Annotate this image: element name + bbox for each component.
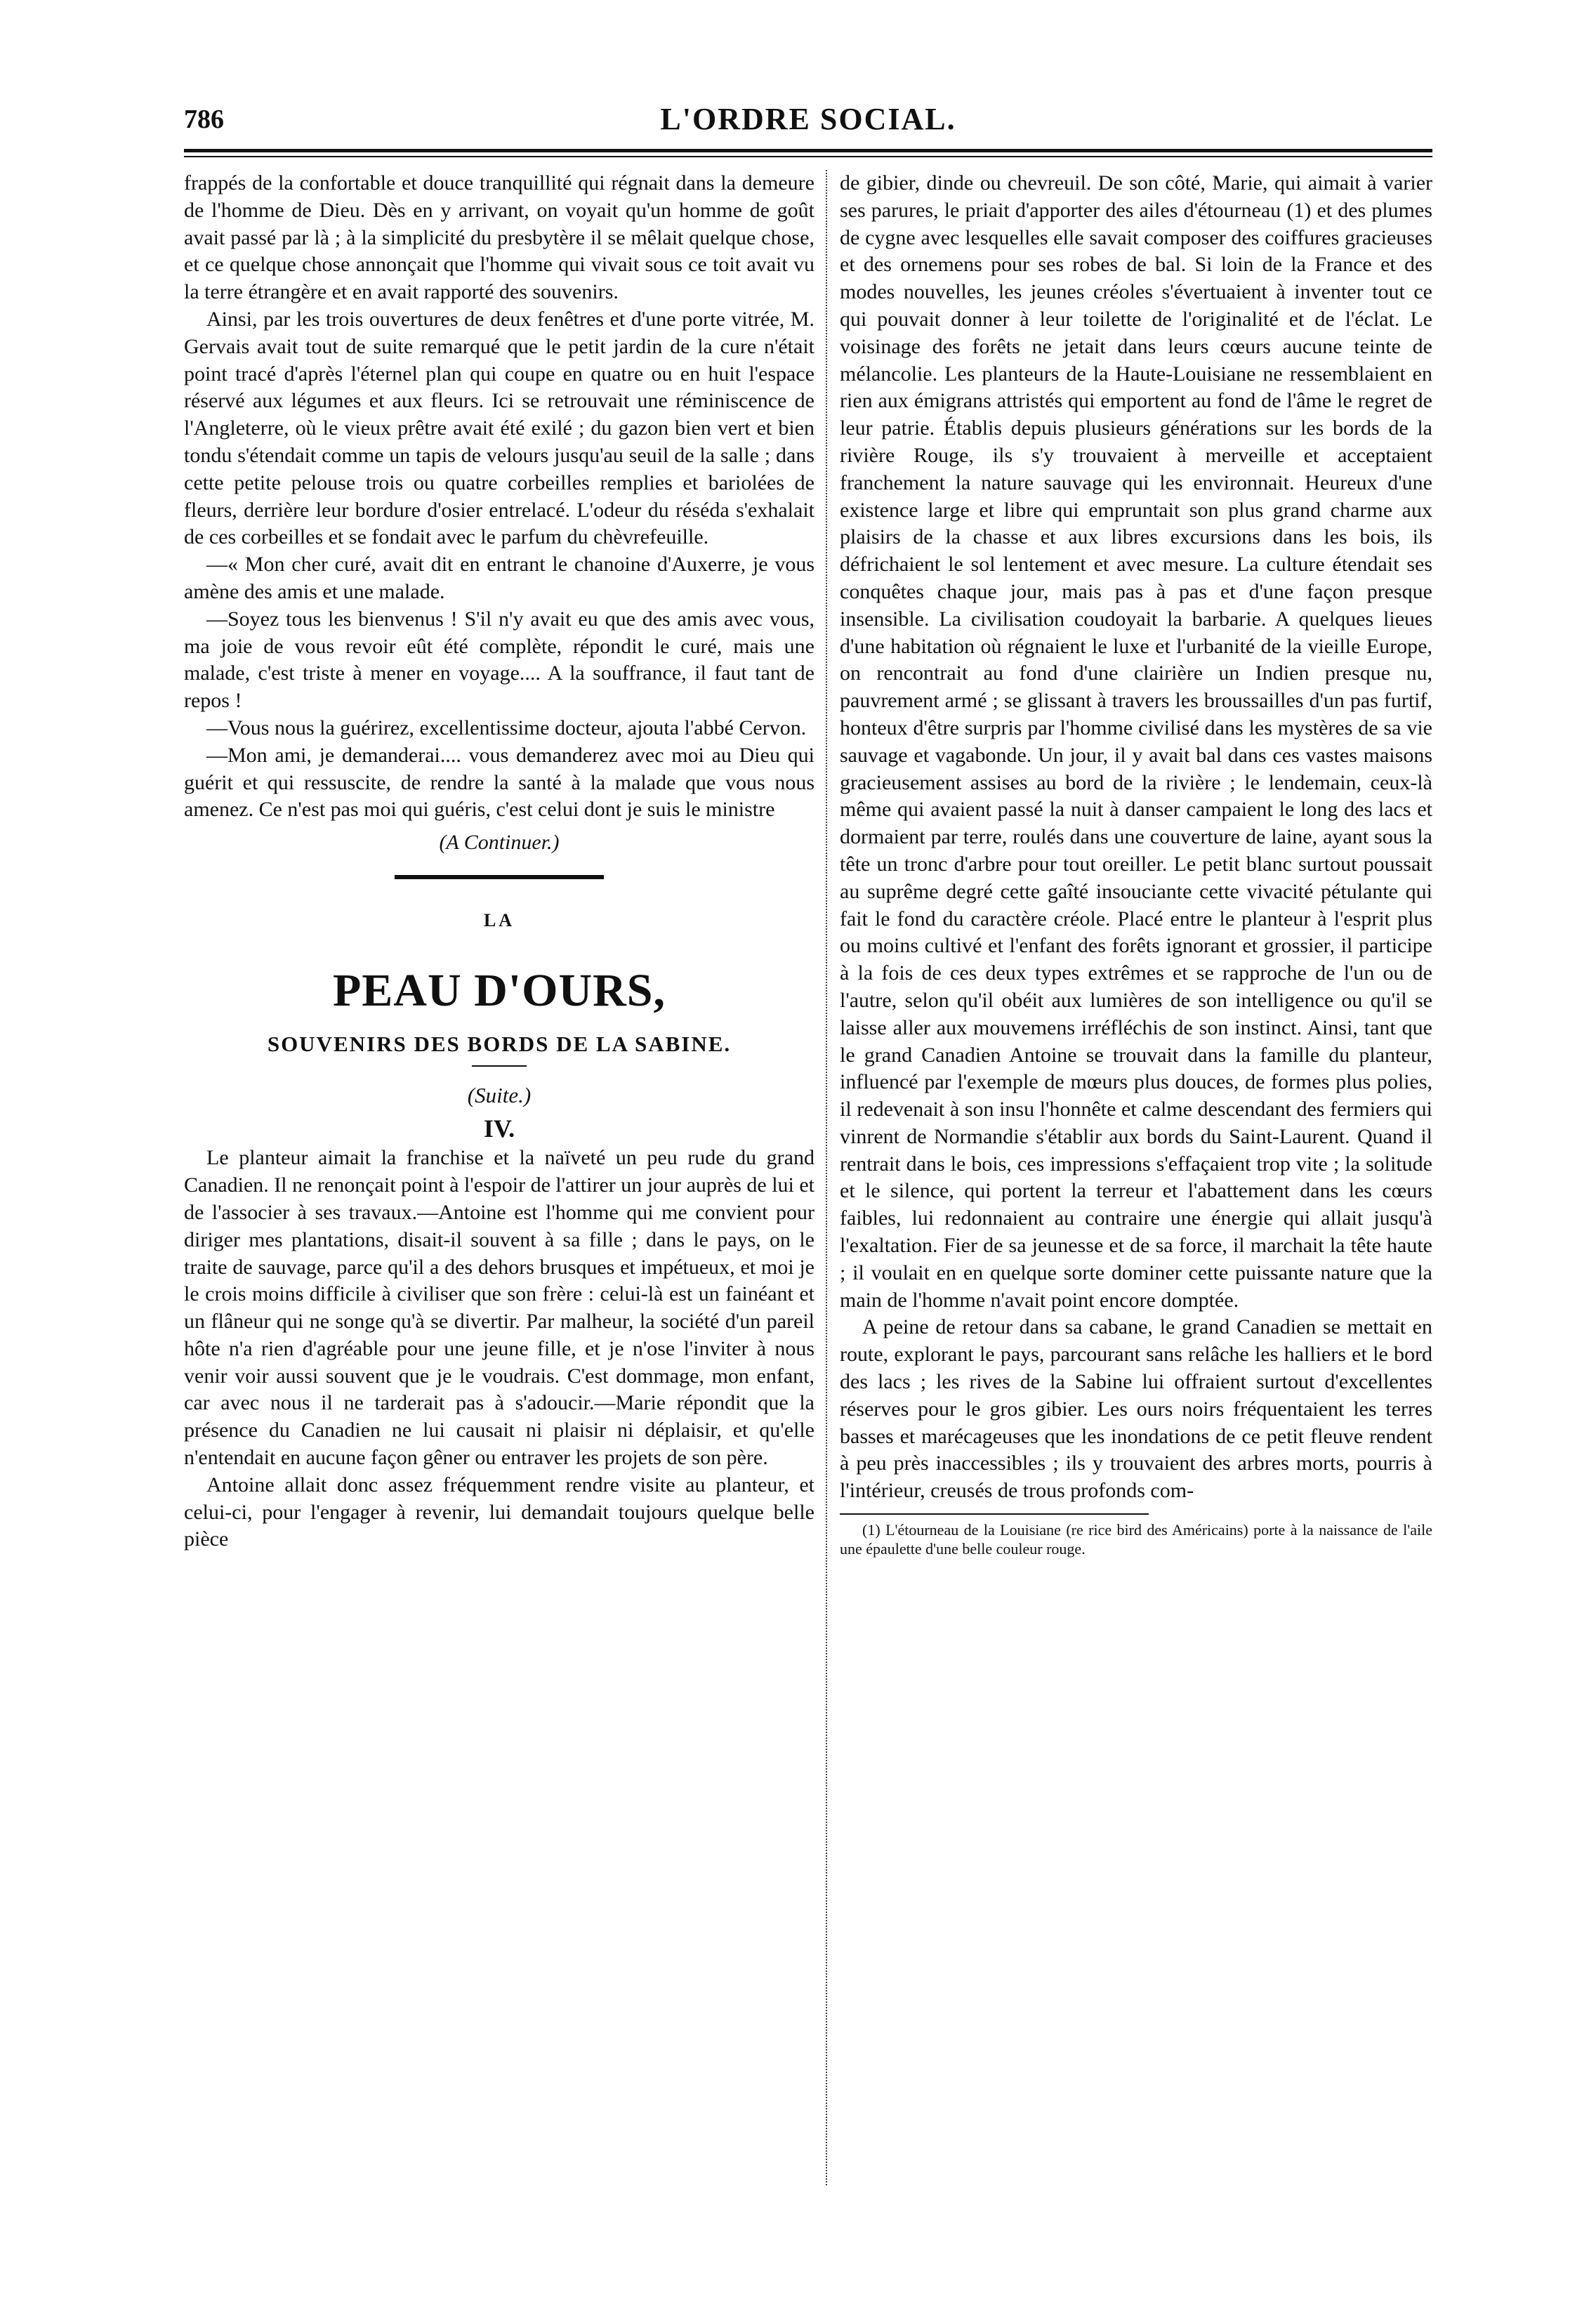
story-article: LA [483,909,515,930]
paragraph: Ainsi, par les trois ouvertures de deux fenêtres et d'une porte vitrée, M. Gervais avait tout de suite remarqué que le petit jardin de la cure n'était point tracé d'après l'éternel plan qui coupe en quatre ou en huit l'espace réservé aux légumes et aux fleurs. Ici se retrouvait une réminiscence de l'Angleterre, où le vieux prêtre avait été exilé ; du gazon bien vert et bien tondu s'étendait comme un tapis de velours jusqu'au seuil de la salle ; dans cette petite pelouse trois ou quatre corbeilles remplies et bariolées de fleurs, derrière leur bordure d'osier entrelacé. L'odeur du réséda s'exhalait de ces corbeilles et se fondait avec le parfum du chèvrefeuille. [184,307,815,549]
paragraph: Le planteur aimait la franchise et la naïveté un peu rude du grand Canadien. Il ne renonçait point à l'espoir de l'attirer un jour auprès de lui et de l'associer à ses travaux.—Antoine est l'homme qui me convient pour diriger mes plantations, disait-il souvent à sa fille ; dans le pays, on le traite de sauvage, parce qu'il a des dehors brusques et impétueux, et moi je le crois moins difficile à civiliser que son frère : celui-là est un fainéant et un flâneur qui ne songe qu'à se divertir. Par malheur, la société d'un pareil hôte n'a rien d'agréable pour une jeune fille, et je n'ose l'inviter à nous venir voir aussi souvent que je le voudrais. C'est dommage, mon enfant, car avec nous il ne tarderait pas à s'adoucir.—Marie répondit que la présence du Canadien ne lui causait ni plaisir ni déplaisir, et qu'elle n'entendait en aucune façon gêner ou entraver les projets de son père. [184,1146,815,1470]
story-subtitle: SOUVENIRS DES BORDS DE LA SABINE. [267,1031,732,1056]
paragraph: frappés de la confortable et douce tranquillité qui régnait dans la demeure de l'homme de Dieu. Dès en y arrivant, on voyait qu'un homme de goût avait passé par là ; à la simplicité du presbytère il se mêlait quelque chose, et ce quelque chose annonçait que l'homme qui vivait sous ce toit avait vu la terre étrangère et en avait rapporté des souvenirs. [184,171,815,304]
story-title: PEAU D'OURS, [332,964,666,1016]
left-column [184,170,815,1553]
column-divider [826,170,827,2185]
short-divider [472,1065,527,1067]
paragraph: —« Mon cher curé, avait dit en entrant le chanoine d'Auxerre, je vous amène des amis et une malade. [184,553,815,603]
footnote-rule [840,1513,1149,1515]
paragraph: Antoine allait donc assez fréquemment rendre visite au planteur, et celui-ci, pour l'engager à revenir, lui demandait toujours quelque belle pièce [184,1473,815,1551]
paragraph: —Soyez tous les bienvenus ! S'il n'y avait eu que des amis avec vous, ma joie de vous revoir eût été complète, répondit le curé, mais une malade, c'est triste à mener en voyage.... A la souffrance, il faut tant de repos ! [184,607,815,713]
section-divider [395,875,604,879]
footnote: (1) L'étourneau de la Louisiane (re rice bird des Américains) porte à la naissance de l'aile une épaulette d'une belle couleur rouge. [840,1521,1432,1558]
header-rule [184,149,1432,152]
header-rule-thin [184,156,1432,157]
to-be-continued: (A Continuer.) [439,831,560,855]
newspaper-title: L'ORDRE SOCIAL. [660,102,956,136]
paragraph: —Mon ami, je demanderai.... vous demanderez avec moi au Dieu qui guérit et qui ressuscite, de rendre la santé à la malade que vous nous amenez. Ce n'est pas moi qui guéris, c'est celui dont je suis le ministre [184,743,815,822]
chapter-number: IV. [483,1114,515,1143]
paragraph: —Vous nous la guérirez, excellentissime docteur, ajouta l'abbé Cervon. [206,716,807,739]
page-number: 786 [184,105,224,134]
page-header [184,104,1432,146]
story-suite: (Suite.) [467,1082,532,1107]
right-column [840,170,1432,1558]
paragraph: de gibier, dinde ou chevreuil. De son côté, Marie, qui aimait à varier ses parures, le priait d'apporter des ailes d'étourneau (1) et des plumes de cygne avec lesquelles elle savait composer des coiffures gracieuses et des ornemens pour ses robes de bal. Si loin de la France et des modes nouvelles, les jeunes créoles s'évertuaient à inventer tout ce qui pouvait donner à leur toilette de l'originalité et de l'éclat. Le voisinage des forêts ne jetait dans leurs cœurs aucune teinte de mélancolie. Les planteurs de la Haute-Louisiane ne ressemblaient en rien aux émigrans attristés qui emportent au fond de l'âme le regret de leur patrie. Établis depuis plusieurs générations sur les bords de la rivière Rouge, ils s'y trouvaient à merveille et acceptaient franchement la nature sauvage qui les environnait. Heureux d'une existence large et libre qui empruntait son plus grand charme aux plaisirs de la chasse et aux libres excursions dans les bois, ils défrichaient le sol lentement et avec mesure. La culture étendait ses conquêtes chaque jour, mais pas à pas et d'une façon presque insensible. La civilisation coudoyait la barbarie. A quelques lieues d'une habitation où régnaient le luxe et l'urbanité de la vieille Europe, on rencontrait au fond d'une clairière un Indien presque nu, pauvrement armé ; se glissant à travers les broussailles d'un pas furtif, honteux d'être surpris par l'homme civilisé dans les mystères de sa vie sauvage et vagabonde. Un jour, il y avait bal dans ces vastes maisons gracieusement assises au bord de la rivière ; le lendemain, ceux-là même qui avaient passé la nuit à danser campaient le long des lacs et dormaient par terre, roulés dans une couverture de laine, ayant sous la tête un tronc d'arbre pour tout oreiller. Le petit blanc surtout poussait au suprême degré cette gaîté insouciante cette vivacité pétulante qui fait le fond du caractère créole. Placé entre le planteur à l'esprit plus ou moins cultivé et l'enfant des forêts ignorant et grossier, il participe à la fois de ces deux types extrêmes et se rapproche de l'un ou de l'autre, selon qu'il obéit aux lumières de son intelligence ou qu'il se laisse aller aux mouvemens irréfléchis de son instinct. Ainsi, tant que le grand Canadien Antoine se trouvait dans la famille du planteur, influencé par l'exemple de mœurs plus douces, de formes plus polies, il redevenait à son insu l'honnête et calme descendant des fermiers qui vinrent de Normandie s'établir aux bords du Saint-Laurent. Quand il rentrait dans le bois, ces impressions s'effaçaient trop vite ; la solitude et le silence, qui portent la terreur et l'abattement dans les cœurs faibles, lui redonnaient au contraire une énergie qui allait jusqu'à l'exaltation. Fier de sa jeunesse et de sa force, il marchait la tête haute ; il voulait en en quelque sorte dominer cette puissante nature que la main de l'homme n'avait point encore domptée. [840,171,1432,1312]
paragraph: A peine de retour dans sa cabane, le grand Canadien se mettait en route, explorant le pays, parcourant sans relâche les halliers et le bord des lacs ; les rives de la Sabine lui offraient surtout d'excellentes réserves pour le gros gibier. Les ours noirs fréquentaient les terres basses et marécageuses que les inondations de ce petit fleuve rendent à peu près inaccessibles ; ils y trouvaient des arbres morts, pourris à l'intérieur, creusés de trous profonds com- [840,1315,1432,1503]
